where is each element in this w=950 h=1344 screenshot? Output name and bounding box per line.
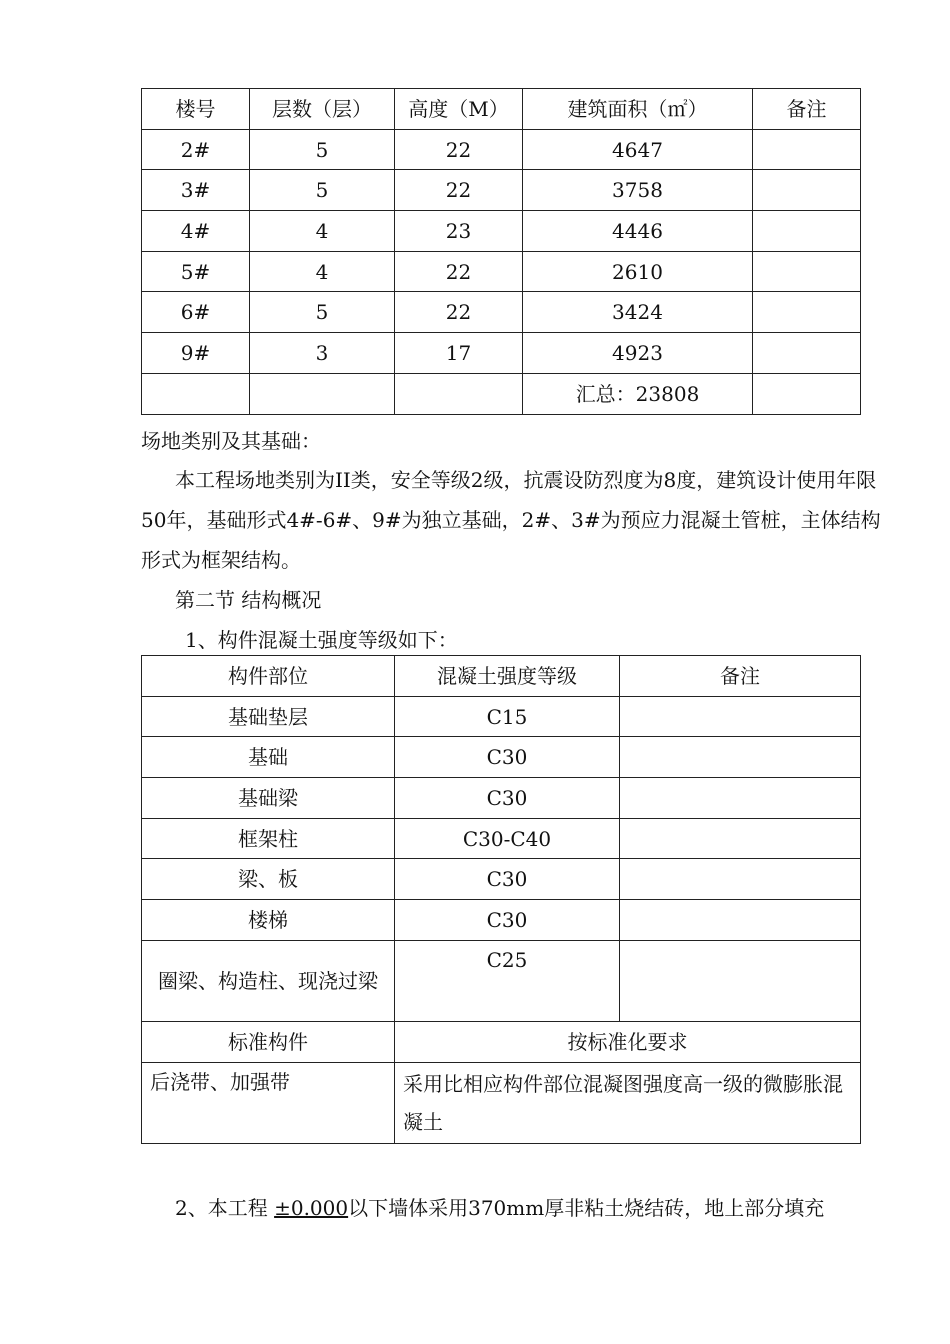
cell: 22	[395, 292, 523, 333]
header-remarks: 备注	[753, 89, 861, 130]
concrete-grade-table	[141, 655, 861, 1144]
table-row	[142, 778, 861, 819]
cell	[620, 859, 861, 900]
cell: C30-C40	[395, 818, 620, 859]
cell: 22	[395, 251, 523, 292]
cell: 圈梁、构造柱、现浇过梁	[142, 940, 395, 1021]
table-row	[142, 170, 861, 211]
cell: 5#	[142, 251, 250, 292]
cell: C30	[395, 778, 620, 819]
header-component: 构件部位	[142, 656, 395, 697]
cell: C30	[395, 737, 620, 778]
item2-paragraph	[141, 1188, 881, 1228]
cell: 9#	[142, 333, 250, 374]
cell: 梁、板	[142, 859, 395, 900]
header-building-no: 楼号	[142, 89, 250, 130]
table-row	[142, 737, 861, 778]
cell	[620, 696, 861, 737]
table-row	[142, 211, 861, 252]
cell	[753, 129, 861, 170]
cell: C30	[395, 900, 620, 941]
cell: 5	[250, 129, 395, 170]
cell	[620, 778, 861, 819]
table-header-row	[142, 89, 861, 130]
header-floors: 层数（层）	[250, 89, 395, 130]
cell: 3#	[142, 170, 250, 211]
cell	[620, 737, 861, 778]
cell	[753, 251, 861, 292]
cell: 5	[250, 292, 395, 333]
cell: 17	[395, 333, 523, 374]
cell: 4	[250, 211, 395, 252]
cell: C15	[395, 696, 620, 737]
section-title: 第二节 结构概况	[175, 588, 322, 612]
cell: 2#	[142, 129, 250, 170]
cell	[753, 373, 861, 414]
cell	[395, 373, 523, 414]
cell: 按标准化要求	[395, 1021, 861, 1062]
cell	[620, 818, 861, 859]
cell: 4	[250, 251, 395, 292]
table-row	[142, 940, 861, 1021]
table-row	[142, 859, 861, 900]
item2-elevation: ±0.000	[274, 1196, 349, 1220]
cell: 4647	[523, 129, 753, 170]
cell: 4#	[142, 211, 250, 252]
cell	[753, 211, 861, 252]
cell: 框架柱	[142, 818, 395, 859]
header-height: 高度（M）	[395, 89, 523, 130]
table-row	[142, 900, 861, 941]
cell: C25	[395, 940, 620, 1021]
cell: 23	[395, 211, 523, 252]
cell: 3424	[523, 292, 753, 333]
table-row	[142, 818, 861, 859]
table-total-row	[142, 373, 861, 414]
header-remarks: 备注	[620, 656, 861, 697]
item2-suffix: 以下墙体采用370mm厚非粘土烧结砖，地上部分填充	[348, 1196, 825, 1220]
cell: 基础垫层	[142, 696, 395, 737]
table-row	[142, 251, 861, 292]
cell: 基础	[142, 737, 395, 778]
item1-title: 1、构件混凝土强度等级如下：	[185, 628, 458, 652]
cell	[753, 170, 861, 211]
cell: 4446	[523, 211, 753, 252]
cell: 标准构件	[142, 1021, 395, 1062]
cell	[753, 333, 861, 374]
table-header-row	[142, 656, 861, 697]
table-row	[142, 1021, 861, 1062]
cell: 4923	[523, 333, 753, 374]
table-row	[142, 129, 861, 170]
item2-prefix: 2、本工程	[175, 1196, 275, 1220]
cell	[753, 292, 861, 333]
site-paragraph: 本工程场地类别为II类，安全等级2级，抗震设防烈度为8度，建筑设计使用年限50年，基础形式4#-6#、9#为独立基础，2#、3#为预应力混凝土管桩，主体结构形式为框架结构。	[141, 468, 881, 572]
table-row	[142, 696, 861, 737]
cell: 22	[395, 170, 523, 211]
cell: 基础梁	[142, 778, 395, 819]
cell: 2610	[523, 251, 753, 292]
cell	[142, 373, 250, 414]
cell: 6#	[142, 292, 250, 333]
cell: C30	[395, 859, 620, 900]
cell	[620, 940, 861, 1021]
cell: 后浇带、加强带	[142, 1062, 395, 1143]
header-grade: 混凝土强度等级	[395, 656, 620, 697]
cell: 5	[250, 170, 395, 211]
table-row	[142, 292, 861, 333]
header-area: 建筑面积（㎡）	[523, 89, 753, 130]
cell: 楼梯	[142, 900, 395, 941]
building-table	[141, 88, 861, 415]
cell	[620, 900, 861, 941]
table-row	[142, 333, 861, 374]
cell: 22	[395, 129, 523, 170]
cell: 3758	[523, 170, 753, 211]
cell	[250, 373, 395, 414]
site-heading: 场地类别及其基础：	[141, 429, 321, 453]
total-area: 汇总：23808	[523, 373, 753, 414]
cell: 采用比相应构件部位混凝图强度高一级的微膨胀混凝土	[395, 1062, 861, 1143]
cell: 3	[250, 333, 395, 374]
table-row	[142, 1062, 861, 1143]
